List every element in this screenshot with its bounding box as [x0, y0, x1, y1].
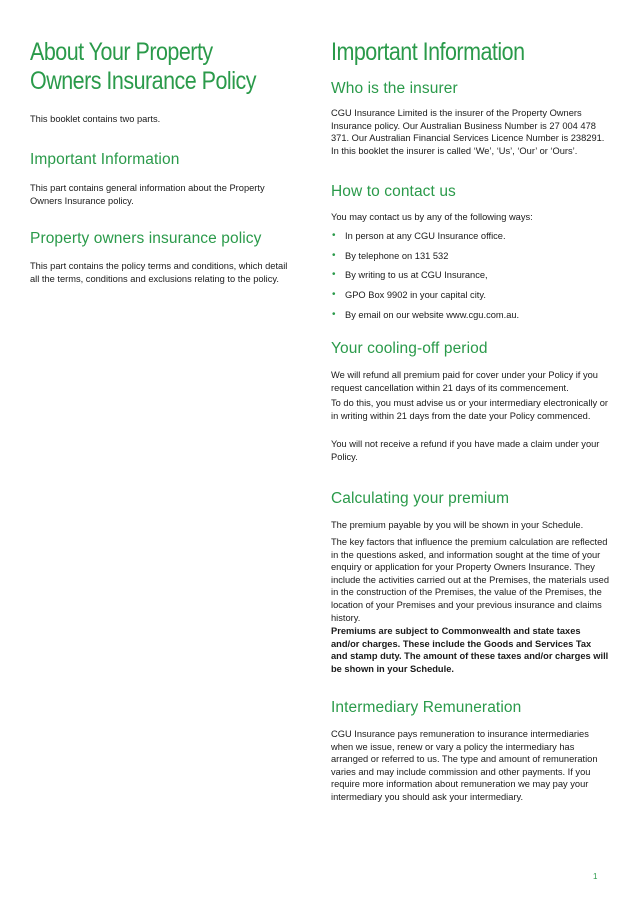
list-item — [331, 309, 609, 321]
section-heading-property-owners-policy: Property owners insurance policy — [30, 230, 262, 247]
heading-intermediary-remuneration: Intermediary Remuneration — [331, 699, 522, 716]
bullet-icon: • — [332, 230, 336, 241]
heading-who-is-the-insurer: Who is the insurer — [331, 80, 458, 97]
bullet-icon: • — [332, 308, 336, 320]
text-premium-2: The key factors that influence the premium calculation are reflected in the questions asked, and information sought at the time of your enquiry or application for your Property Owners Insurance. They include the activities carried out at the Premises, the materials used in the construction of the Premises, the value of the Premises, the location of your Premises and your previous insurance and claims history. — [331, 537, 610, 623]
contact-method: By writing to us at CGU Insurance, — [345, 270, 488, 281]
text-premium-taxes: Premiums are subject to Commonwealth and state taxes and/or charges. These include the Goods and Services Tax and stamp duty. The amount of these taxes and/or charges will be shown in your Schedule. — [331, 626, 609, 674]
bullet-icon: • — [332, 269, 336, 281]
heading-cooling-off-period: Your cooling-off period — [331, 340, 488, 357]
list-item — [331, 250, 609, 262]
booklet-title — [30, 38, 256, 96]
text-contact-intro: You may contact us by any of the following ways: — [331, 212, 533, 222]
contact-methods-list — [331, 230, 609, 328]
page-number: 1 — [593, 872, 598, 881]
contact-method: By telephone on 131 532 — [345, 250, 449, 261]
contact-method: By email on our website www.cgu.com.au. — [345, 309, 520, 320]
section-heading-important-information: Important Information — [30, 151, 180, 168]
section-text-important-information: This part contains general information about the Property Owners Insurance policy. — [30, 183, 265, 206]
bullet-icon: • — [332, 249, 336, 261]
text-intermediary-remuneration: CGU Insurance pays remuneration to insurance intermediaries when we issue, renew or vary a policy the intermediary has arranged or referred to us. The type and amount of remuneration varies and may include commission and other payments. If you require more information about remuneration we may pay your intermediary you should ask your intermediary. — [331, 729, 598, 802]
heading-calculating-premium: Calculating your premium — [331, 490, 510, 507]
list-item — [331, 230, 609, 242]
section-text-property-owners-policy: This part contains the policy terms and conditions, which detail all the terms, conditions and exclusions relating to the policy. — [30, 261, 288, 284]
text-cooling-off-3: You will not receive a refund if you have made a claim under your Policy. — [331, 439, 600, 462]
contact-method: GPO Box 9902 in your capital city. — [345, 290, 486, 301]
text-cooling-off-2: To do this, you must advise us or your intermediary electronically or in writing within 21 days from the date your Policy commenced. — [331, 398, 608, 421]
bullet-icon: • — [332, 289, 336, 301]
text-cooling-off-1: We will refund all premium paid for cover under your Policy if you request cancellation within 21 days of its commencement. — [331, 370, 598, 393]
booklet-intro: This booklet contains two parts. — [30, 114, 161, 124]
important-information-title: Important Information — [331, 38, 525, 66]
list-item — [331, 269, 609, 281]
text-premium-1: The premium payable by you will be shown in your Schedule. — [331, 520, 584, 530]
contact-method: In person at any CGU Insurance office. — [345, 231, 506, 241]
heading-how-to-contact-us: How to contact us — [331, 183, 456, 200]
list-item — [331, 289, 609, 301]
text-who-is-the-insurer: CGU Insurance Limited is the insurer of the Property Owners Insurance policy. Our Australian Business Number is 27 004 478 371. Our Australian Financial Services Licence Number is 238291. In this booklet the insurer is called ‘We’, ‘Us’, ‘Our’ or ‘Ours’. — [331, 108, 605, 156]
booklet-title-line-1: About Your Property — [30, 38, 213, 66]
booklet-title-line-2: Owners Insurance Policy — [30, 67, 256, 95]
